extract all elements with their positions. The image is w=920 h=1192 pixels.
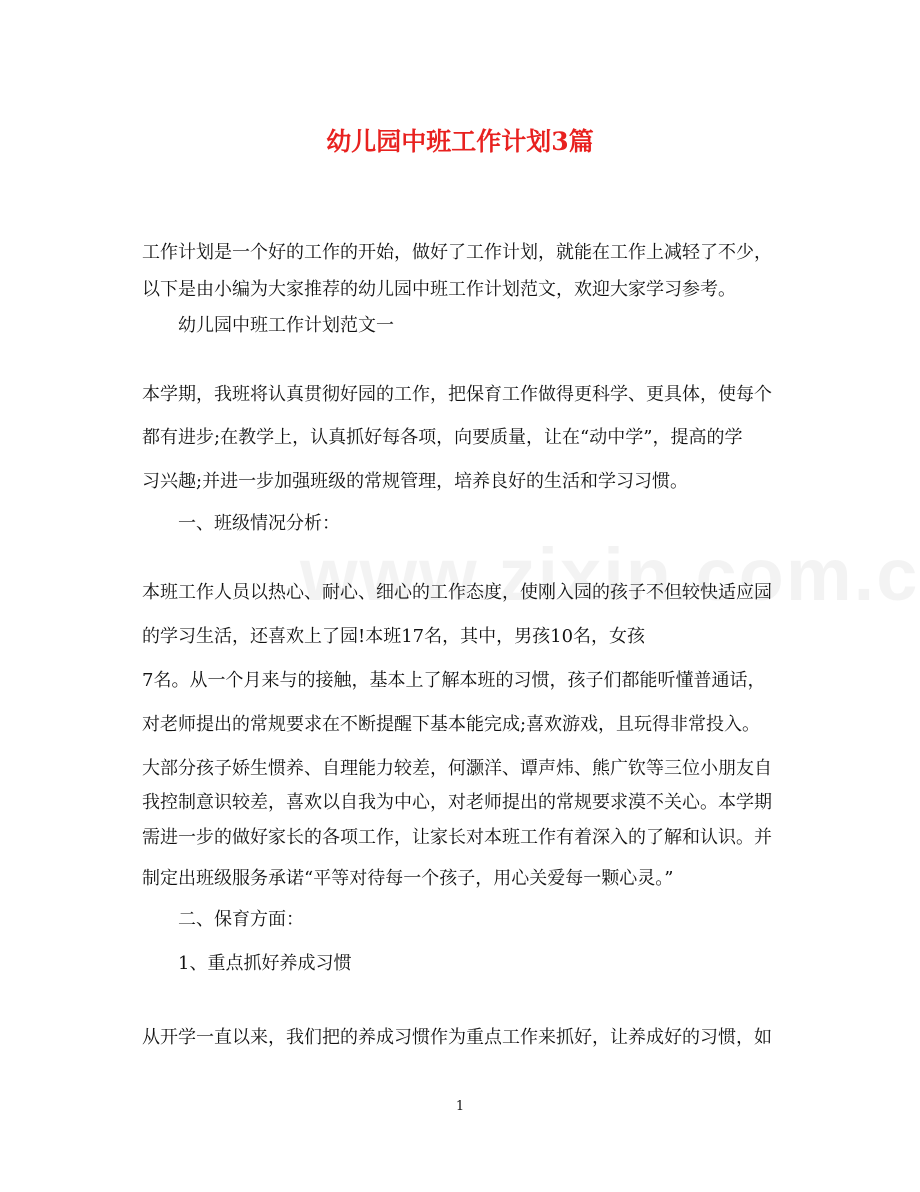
document-title: 幼儿园中班工作计划3篇 [326, 127, 594, 156]
paragraph-line: 从开学一直以来，我们把的养成习惯作为重点工作来抓好，让养成好的习惯，如 [142, 1027, 772, 1048]
paragraph-line: 对老师提出的常规要求在不断提醒下基本能完成;喜欢游戏，且玩得非常投入。 [142, 714, 761, 735]
section-heading: 一、班级情况分析： [178, 513, 340, 534]
paragraph-line: 我控制意识较差，喜欢以自我为中心，对老师提出的常规要求漠不关心。本学期 [142, 792, 772, 813]
sub-heading: 1、重点抓好养成习惯 [178, 953, 352, 974]
paragraph-line: 以下是由小编为大家推荐的幼儿园中班工作计划范文，欢迎大家学习参考。 [142, 279, 736, 300]
paragraph-line: 大部分孩子娇生惯养、自理能力较差，何灏洋、谭声炜、熊广钦等三位小朋友自 [142, 758, 772, 779]
paragraph-line: 都有进步;在教学上，认真抓好每各项，向要质量，让在“动中学”，提高的学 [142, 427, 743, 448]
paragraph-line: 制定出班级服务承诺“平等对待每一个孩子，用心关爱每一颗心灵。” [142, 868, 674, 889]
paragraph-line: 的学习生活，还喜欢上了园!本班17名，其中，男孩10名，女孩 [142, 626, 646, 647]
section-heading: 二、保育方面： [178, 909, 304, 930]
paragraph-line: 7名。从一个月来与的接触，基本上了解本班的习惯，孩子们都能听懂普通话， [142, 670, 766, 691]
paragraph-line: 习兴趣;并进一步加强班级的常规管理，培养良好的生活和学习习惯。 [142, 471, 689, 492]
paragraph-line: 本学期，我班将认真贯彻好园的工作，把保育工作做得更科学、更具体，使每个 [142, 384, 772, 405]
paragraph-line: 工作计划是一个好的工作的开始，做好了工作计划，就能在工作上减轻了不少， [142, 242, 772, 263]
section-heading: 幼儿园中班工作计划范文一 [178, 315, 394, 336]
paragraph-line: 需进一步的做好家长的各项工作，让家长对本班工作有着深入的了解和认识。并 [142, 827, 772, 848]
paragraph-line: 本班工作人员以热心、耐心、细心的工作态度，使刚入园的孩子不但较快适应园 [142, 582, 772, 603]
page-number: 1 [455, 1099, 465, 1114]
